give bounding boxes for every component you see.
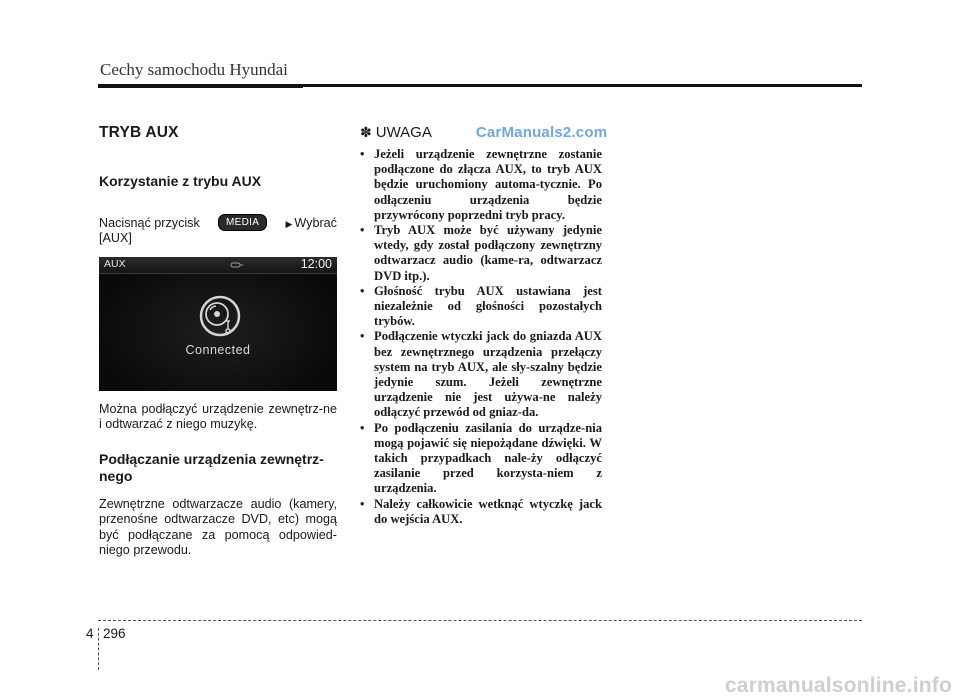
footer-rule — [98, 620, 862, 621]
list-item: • Podłączenie wtyczki jack do gniazda AUX bez zewnętrznego urządzenia przełączy system na tryb AUX, ale sły-szalny będzie jedynie szum. Jeżeli zewnętrzne urządzenie nie jest używa-ne należy odłączyć przewód od gniaz-da. — [360, 329, 602, 420]
step-value: [AUX] — [99, 231, 132, 245]
watermark-logo: CarManuals2.com — [475, 124, 608, 141]
note-star-icon: ✽ — [360, 124, 372, 140]
list-item: • Głośność trybu AUX ustawiana jest niezależnie od głośności pozostałych trybów. — [360, 284, 602, 330]
list-item: • Po podłączeniu zasilania do urządze-nia mogą pojawić się niepożądane dźwięki. W takich przypadkach nale-ży odłączyć zasilanie przed korzysta-niem z urządzenia. — [360, 421, 602, 497]
page-number: 296 — [103, 626, 126, 641]
step-prefix: Nacisnąć przycisk — [99, 215, 200, 230]
subsection-title-connecting: Podłączanie urządzenia zewnętrz-nego — [99, 450, 324, 484]
paragraph-external-players: Zewnętrzne odtwarzacze audio (kamery, przenośne odtwarzacze DVD, etc) mogą być podłączane za pomocą odpowied-niego przewodu. — [99, 496, 337, 557]
screen-mode-label: AUX — [104, 257, 126, 270]
step-suffix-group — [285, 216, 337, 230]
left-column — [99, 124, 337, 559]
header-rule — [98, 84, 862, 87]
subsection-title-usage: Korzystanie z trybu AUX — [99, 173, 262, 189]
screen-connection-status: Connected — [185, 342, 251, 357]
paragraph-connect-device: Można podłączyć urządzenie zewnętrz-ne i odtwarzać z niego muzykę. — [99, 401, 337, 431]
right-column — [360, 124, 608, 527]
aux-screen-image — [99, 257, 337, 391]
screen-clock: 12:00 — [300, 256, 332, 271]
arrow-right-icon: ▶ — [285, 218, 293, 229]
list-item: • Jeżeli urządzenie zewnętrzne zostanie podłączone do złącza AUX, to tryb AUX będzie uruchomiony automa-tycznie. Po odłączeniu urządzenia będzie przywrócony poprzedni tryb pracy. — [360, 147, 602, 223]
note-title: UWAGA — [375, 124, 432, 141]
site-watermark: carmanualsonline.info — [724, 674, 952, 697]
media-button-icon: MEDIA — [218, 214, 267, 231]
note-heading — [360, 124, 608, 141]
notes-list — [360, 147, 602, 527]
header-title: Cechy samochodu Hyundai — [100, 60, 288, 79]
screen-status-bar — [99, 257, 337, 274]
aux-cable-icon — [230, 261, 244, 269]
footer-divider — [98, 628, 99, 670]
list-item: • Tryb AUX może być używany jedynie wtedy, gdy został podłączony zewnętrzny odtwarzacz audio (kame-ra, odtwarzacz DVD itp.). — [360, 223, 602, 284]
step-instruction — [99, 214, 337, 231]
chapter-number: 4 — [86, 626, 94, 641]
list-item: • Należy całkowicie wetknąć wtyczkę jack do wejścia AUX. — [360, 497, 602, 527]
section-title: TRYB AUX — [99, 124, 179, 141]
step-suffix: Wybrać — [294, 215, 337, 230]
disc-icon — [199, 295, 241, 337]
